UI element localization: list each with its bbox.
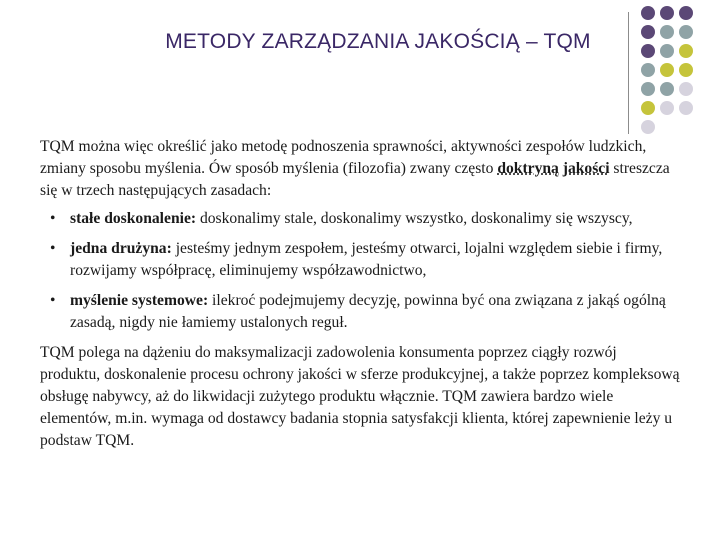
intro-paragraph bbox=[40, 136, 680, 202]
decorative-dot bbox=[660, 101, 674, 115]
decorative-dot bbox=[641, 101, 655, 115]
closing-paragraph: TQM polega na dążeniu do maksymalizacji zadowolenia konsumenta poprzez ciągły rozwój produktu, doskonalenie procesu ochrony jakości w sferze produkcyjnej, a także poprzez kompleksową obsługę nabywcy, aż do likwidacji zużytego produktu włącznie. TQM zawiera bardzo wiele elementów, m.in. wymaga od dostawcy badania stopnia satysfakcji klienta, której zapewnienie leży u podstaw TQM. bbox=[40, 344, 680, 449]
decorative-dot bbox=[679, 44, 693, 58]
principle-text: ilekroć podejmujemy decyzję, powinna być ona związana z jakąś ogólną zasadą, nigdy nie łamiemy ustalonych reguł. bbox=[70, 292, 666, 331]
intro-text: TQM można więc określić jako metodę podnoszenia sprawności, aktywności zespołów ludzkich, zmiany sposobu myślenia. Ów sposób myślenia (filozofia) zwany często bbox=[40, 138, 647, 177]
intro-text-end: streszcza się w trzech następujących zasadach: bbox=[40, 160, 670, 199]
decorative-dot bbox=[679, 63, 693, 77]
list-item-systems-thinking bbox=[40, 290, 680, 334]
slide-body bbox=[40, 136, 680, 452]
decorative-dot bbox=[660, 25, 674, 39]
bullet-icon: • bbox=[50, 292, 56, 309]
decorative-dot bbox=[641, 6, 655, 20]
bullet-icon: • bbox=[50, 240, 56, 257]
decorative-dot bbox=[660, 44, 674, 58]
principle-term: jedna drużyna: bbox=[70, 240, 172, 257]
decorative-dot bbox=[641, 25, 655, 39]
bullet-icon: • bbox=[50, 210, 56, 227]
decorative-dot bbox=[660, 6, 674, 20]
decorative-dot bbox=[641, 44, 655, 58]
slide-title: METODY ZARZĄDZANIA JAKOŚCIĄ – TQM bbox=[165, 30, 591, 53]
decorative-divider bbox=[628, 12, 629, 134]
decorative-dot bbox=[660, 82, 674, 96]
principle-text: jesteśmy jednym zespołem, jesteśmy otwarci, lojalni względem siebie i firmy, rozwijamy współpracę, eliminujemy współzawodnictwo, bbox=[70, 240, 663, 279]
principle-term: stałe doskonalenie: bbox=[70, 210, 197, 227]
list-item-one-team bbox=[40, 238, 680, 282]
principles-list bbox=[40, 208, 680, 334]
principle-term: myślenie systemowe: bbox=[70, 292, 209, 309]
decorative-dot bbox=[679, 6, 693, 20]
doctrine-term: doktryną jakości bbox=[497, 160, 610, 177]
decorative-dot bbox=[641, 82, 655, 96]
decorative-dot bbox=[679, 101, 693, 115]
decorative-dot bbox=[660, 63, 674, 77]
decorative-dot bbox=[679, 82, 693, 96]
list-item-continuous-improvement bbox=[40, 208, 680, 230]
decorative-dot bbox=[679, 25, 693, 39]
decorative-dot bbox=[641, 63, 655, 77]
decorative-dot bbox=[641, 120, 655, 134]
principle-text: doskonalimy stale, doskonalimy wszystko, doskonalimy się wszyscy, bbox=[196, 210, 633, 227]
